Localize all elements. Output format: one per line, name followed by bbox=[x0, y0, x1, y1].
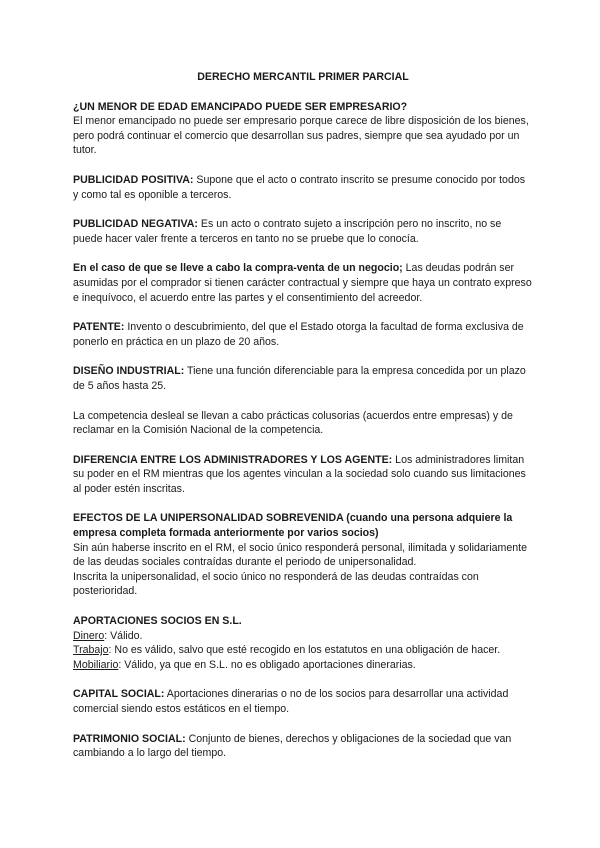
section-body: Sin aún haberse inscrito en el RM, el socio único responderá personal, ilimitada y solidariamente de las deudas sociales contraídas durante el periodo de unipersonalidad. bbox=[73, 541, 528, 569]
section-body: Las deudas podrán ser asumidas por el comprador si tienen carácter contractual y siempre que haya un contrato expreso e inequívoco, el acuerdo entre las partes y el consentimiento del acreedor. bbox=[73, 262, 532, 304]
section-body: Aportaciones dinerarias o no de los socios para desarrollar una actividad comercial siendo estos estáticos en el tiempo. bbox=[73, 688, 509, 715]
section-menor-emancipado bbox=[73, 100, 533, 158]
section-term: PUBLICIDAD POSITIVA: bbox=[73, 173, 194, 186]
section-body: Es un acto o contrato sujeto a inscripción pero no inscrito, no se puede hacer valer frente a terceros en tanto no se pruebe que lo conocía. bbox=[73, 218, 502, 245]
section-term: CAPITAL SOCIAL: bbox=[73, 688, 165, 701]
section-efectos-unipersonalidad bbox=[73, 511, 533, 599]
section-body: El menor emancipado no puede ser empresario porque carece de libre disposición de los bienes, pero podrá continuar el comercio que desarrollan sus padres, siempre que sea ayudado por un tutor. bbox=[73, 115, 529, 157]
section-term: PUBLICIDAD NEGATIVA: bbox=[73, 218, 198, 231]
section-term: En el caso de que se lleve a cabo la compra-venta de un negocio; bbox=[73, 262, 403, 275]
section-term: PATENTE: bbox=[73, 321, 125, 334]
section-publicidad-negativa bbox=[73, 217, 533, 246]
item-text: : Válido. bbox=[104, 629, 143, 642]
section-term: PATRIMONIO SOCIAL: bbox=[73, 732, 186, 745]
section-body: Los administradores limitan su poder en el RM mientras que los agentes vinculan a la sociedad solo cuando sus limitaciones al poder estén inscritas. bbox=[73, 453, 526, 495]
item-text: : No es válido, salvo que esté recogido en los estatutos en una obligación de hacer. bbox=[108, 644, 501, 657]
section-compraventa bbox=[73, 261, 533, 305]
section-competencia bbox=[73, 409, 533, 438]
section-patente bbox=[73, 320, 533, 349]
section-aportaciones bbox=[73, 614, 533, 672]
section-body: Inscrita la unipersonalidad, el socio único no responderá de las deudas contraídas con posterioridad. bbox=[73, 570, 479, 598]
section-heading: EFECTOS DE LA UNIPERSONALIDAD SOBREVENIDA (cuando una persona adquiere la empresa completa formada anteriormente por varios socios) bbox=[73, 512, 513, 540]
section-patrimonio-social bbox=[73, 732, 533, 761]
item-term: Trabajo bbox=[73, 644, 109, 657]
item-text: : Válido, ya que en S.L. no es obligado aportaciones dinerarias. bbox=[118, 658, 416, 671]
list-item bbox=[73, 658, 533, 673]
section-heading: ¿UN MENOR DE EDAD EMANCIPADO PUEDE SER EMPRESARIO? bbox=[73, 100, 408, 113]
document-content bbox=[73, 70, 533, 776]
section-body: Invento o descubrimiento, del que el Estado otorga la facultad de forma exclusiva de ponerlo en práctica en un plazo de 20 años. bbox=[73, 321, 524, 348]
section-heading: APORTACIONES SOCIOS EN S.L. bbox=[73, 615, 242, 628]
item-term: Mobiliario bbox=[73, 658, 119, 671]
section-capital-social bbox=[73, 687, 533, 716]
section-diseno-industrial bbox=[73, 364, 533, 393]
section-body: La competencia desleal se llevan a cabo prácticas colusorias (acuerdos entre empresas) y de reclamar en la Comisión Nacional de la competencia. bbox=[73, 409, 513, 437]
section-body: Conjunto de bienes, derechos y obligaciones de la sociedad que van cambiando a lo largo del tiempo. bbox=[73, 732, 512, 760]
section-diferencia bbox=[73, 453, 533, 497]
page-title: DERECHO MERCANTIL PRIMER PARCIAL bbox=[197, 71, 409, 83]
list-item bbox=[73, 643, 533, 658]
list-item bbox=[73, 629, 533, 644]
section-body: Tiene una función diferenciable para la empresa concedida por un plazo de 5 años hasta 25. bbox=[73, 365, 526, 392]
section-body: Supone que el acto o contrato inscrito se presume conocido por todos y como tal es oponible a terceros. bbox=[73, 173, 526, 201]
section-publicidad-positiva bbox=[73, 173, 533, 202]
item-term: Dinero bbox=[73, 629, 105, 642]
section-term: DIFERENCIA ENTRE LOS ADMINISTRADORES Y LOS AGENTE: bbox=[73, 453, 393, 466]
section-term: DISEÑO INDUSTRIAL: bbox=[73, 365, 185, 378]
